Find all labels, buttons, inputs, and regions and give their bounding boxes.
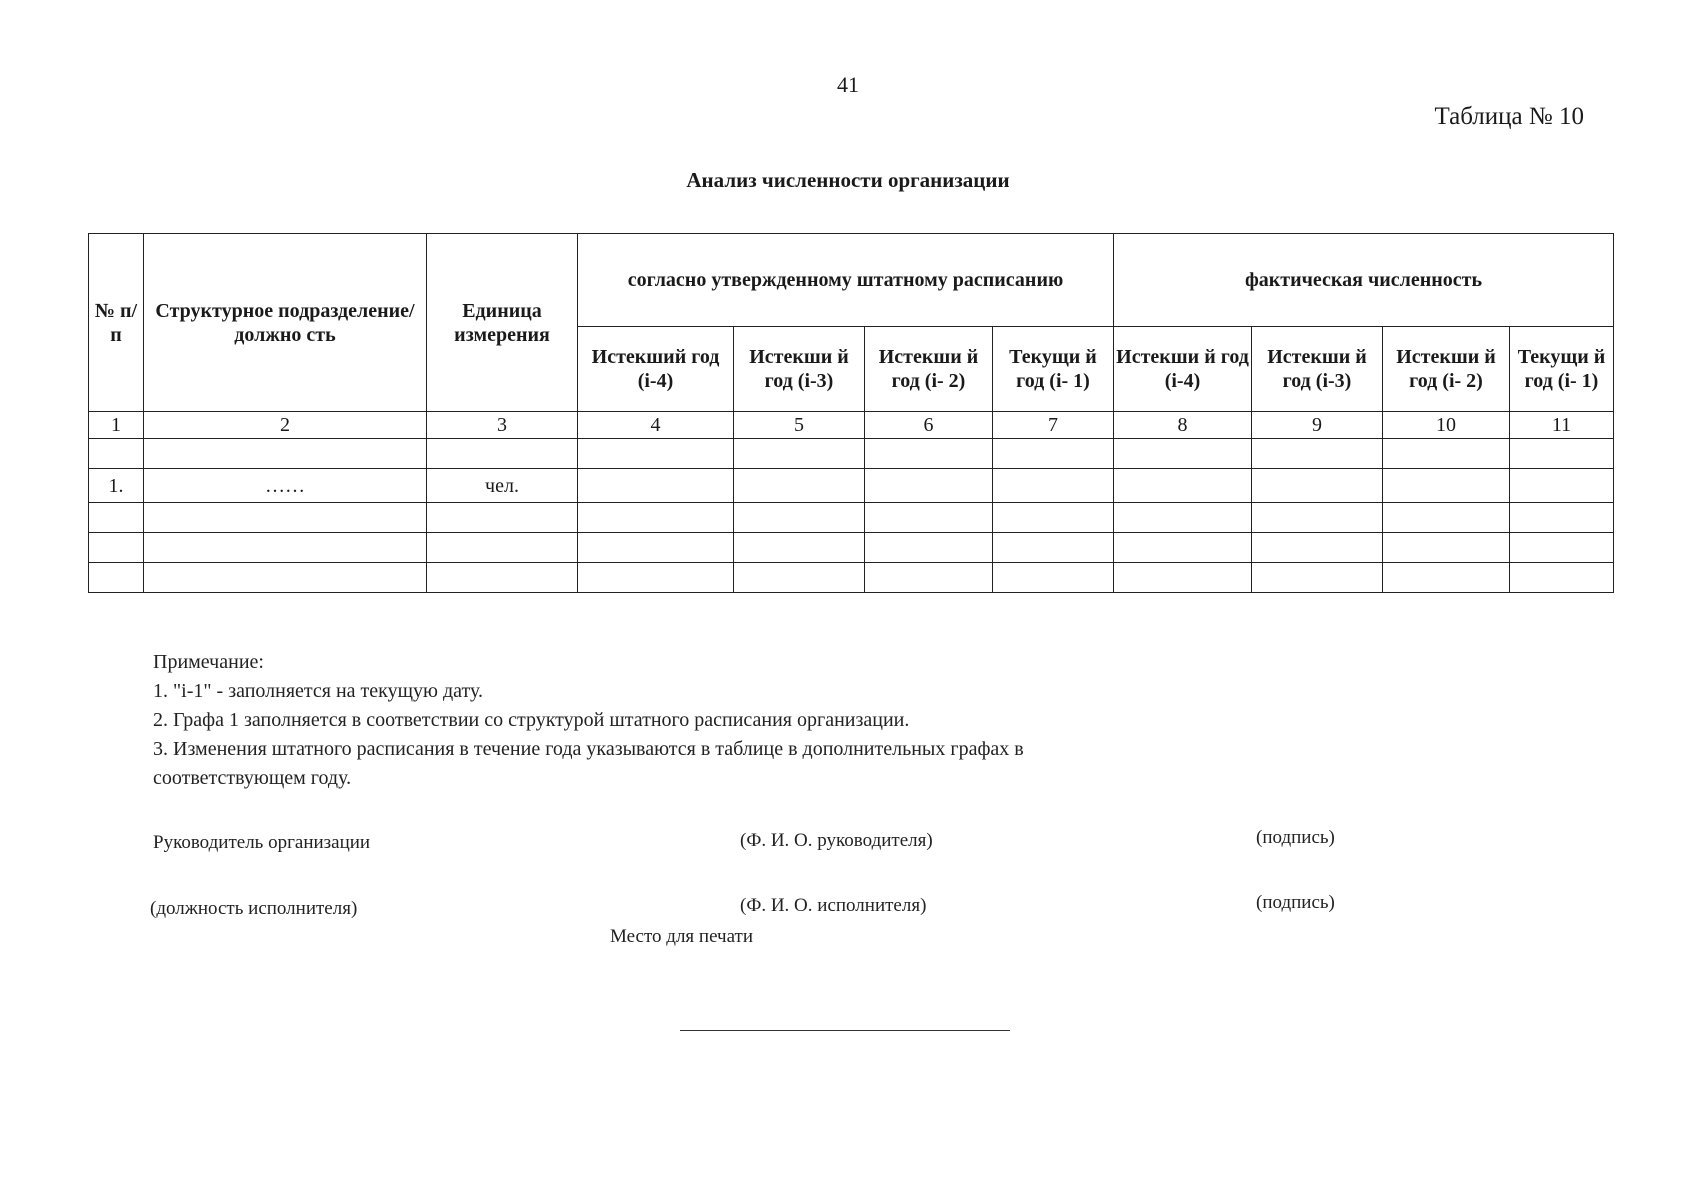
table-cell[interactable] [1510,563,1614,593]
table-cell[interactable] [734,469,865,503]
signature-label-executor-name: (Ф. И. О. исполнителя) [740,895,927,916]
table-cell[interactable] [1114,469,1252,503]
table-cell[interactable] [734,439,865,469]
header-group-actual: фактическая численность [1114,234,1614,327]
header-actual-i3: Истекши й год (i-3) [1252,327,1383,412]
table-cell[interactable] [1510,439,1614,469]
column-number: 3 [427,412,578,439]
table-cell[interactable] [578,469,734,503]
table-cell[interactable] [89,439,144,469]
table-cell[interactable] [734,533,865,563]
table-cell[interactable] [1383,533,1510,563]
table-cell[interactable] [734,503,865,533]
table-cell[interactable] [865,469,993,503]
table-cell[interactable] [1383,439,1510,469]
header-planned-i3: Истекши й год (i-3) [734,327,865,412]
table-cell[interactable] [993,503,1114,533]
table-cell[interactable] [1383,469,1510,503]
header-planned-i1: Текущи й год (i- 1) [993,327,1114,412]
table-cell[interactable] [865,503,993,533]
table-cell[interactable] [1510,469,1614,503]
note-item: 3. Изменения штатного расписания в течение года указываются в таблице в дополнительных графах в [153,738,1024,760]
header-planned-i2: Истекши й год (i- 2) [865,327,993,412]
document-title: Анализ численности организации [686,168,1010,192]
table-cell[interactable] [144,563,427,593]
header-actual-i2: Истекши й год (i- 2) [1383,327,1510,412]
note-item: соответствующем году. [153,767,352,789]
column-number: 1 [89,412,144,439]
table-cell[interactable] [1510,503,1614,533]
signature-label-executor-position: (должность исполнителя) [150,898,358,919]
table-row [89,563,1614,593]
table-row [89,439,1614,469]
column-number: 11 [1510,412,1614,439]
table-cell[interactable] [144,533,427,563]
table-cell[interactable] [89,503,144,533]
column-number: 7 [993,412,1114,439]
column-number: 5 [734,412,865,439]
table-cell[interactable] [1114,533,1252,563]
column-number: 10 [1383,412,1510,439]
table-cell[interactable] [865,563,993,593]
header-division: Структурное подразделение/должно сть [144,234,427,412]
table-cell[interactable] [1383,503,1510,533]
table-cell[interactable] [578,563,734,593]
note-item: 1. "i-1" - заполняется на текущую дату. [153,680,483,702]
column-number: 4 [578,412,734,439]
table-cell[interactable] [1252,503,1383,533]
note-item: 2. Графа 1 заполняется в соответствии со структурой штатного расписания организации. [153,709,910,731]
table-cell[interactable] [993,469,1114,503]
division-cell: …… [144,469,427,503]
column-number: 2 [144,412,427,439]
header-actual-i1: Текущи й год (i- 1) [1510,327,1614,412]
table-cell[interactable] [578,533,734,563]
table-cell[interactable] [1252,439,1383,469]
table-cell[interactable] [427,503,578,533]
table-label: Таблица № 10 [1434,103,1584,130]
row-number-cell: 1. [89,469,144,503]
table-cell[interactable] [89,533,144,563]
table-cell[interactable] [993,439,1114,469]
signature-label-head: Руководитель организации [153,832,371,853]
column-number: 8 [1114,412,1252,439]
column-number: 9 [1252,412,1383,439]
table-cell[interactable] [993,563,1114,593]
page-number: 41 [837,72,859,97]
notes-block [153,648,1024,793]
table-cell[interactable] [427,563,578,593]
signature-label-executor-sign: (подпись) [1256,892,1335,913]
signature-label-head-sign: (подпись) [1256,827,1335,848]
notes-heading: Примечание: [153,651,264,673]
table-cell[interactable] [1114,503,1252,533]
table-cell[interactable] [578,439,734,469]
stamp-place-label: Место для печати [610,926,754,947]
header-group-planned: согласно утвержденному штатному расписанию [578,234,1114,327]
table-cell[interactable] [1114,439,1252,469]
table-cell[interactable] [1383,563,1510,593]
table-cell[interactable] [144,439,427,469]
table-cell[interactable] [865,439,993,469]
header-no: № п/ п [89,234,144,412]
table-cell[interactable] [427,533,578,563]
table-cell[interactable] [1114,563,1252,593]
table-cell[interactable] [1510,533,1614,563]
header-actual-i4: Истекши й год (i-4) [1114,327,1252,412]
unit-cell: чел. [427,469,578,503]
table-row [89,533,1614,563]
table-row [89,469,1614,503]
table-cell[interactable] [1252,469,1383,503]
table-cell[interactable] [1252,563,1383,593]
header-row-1 [89,234,1614,327]
header-unit: Единица измерения [427,234,578,412]
table-cell[interactable] [993,533,1114,563]
signature-label-head-name: (Ф. И. О. руководителя) [740,830,933,851]
header-planned-i4: Истекший год (i-4) [578,327,734,412]
table-cell[interactable] [89,563,144,593]
staff-analysis-table [88,233,1614,593]
table-cell[interactable] [865,533,993,563]
column-number: 6 [865,412,993,439]
column-number-row [89,412,1614,439]
table-cell[interactable] [144,503,427,533]
table-cell[interactable] [578,503,734,533]
table-cell[interactable] [1252,533,1383,563]
table-cell[interactable] [427,439,578,469]
table-row [89,503,1614,533]
table-cell[interactable] [734,563,865,593]
divider-line [680,1030,1010,1031]
